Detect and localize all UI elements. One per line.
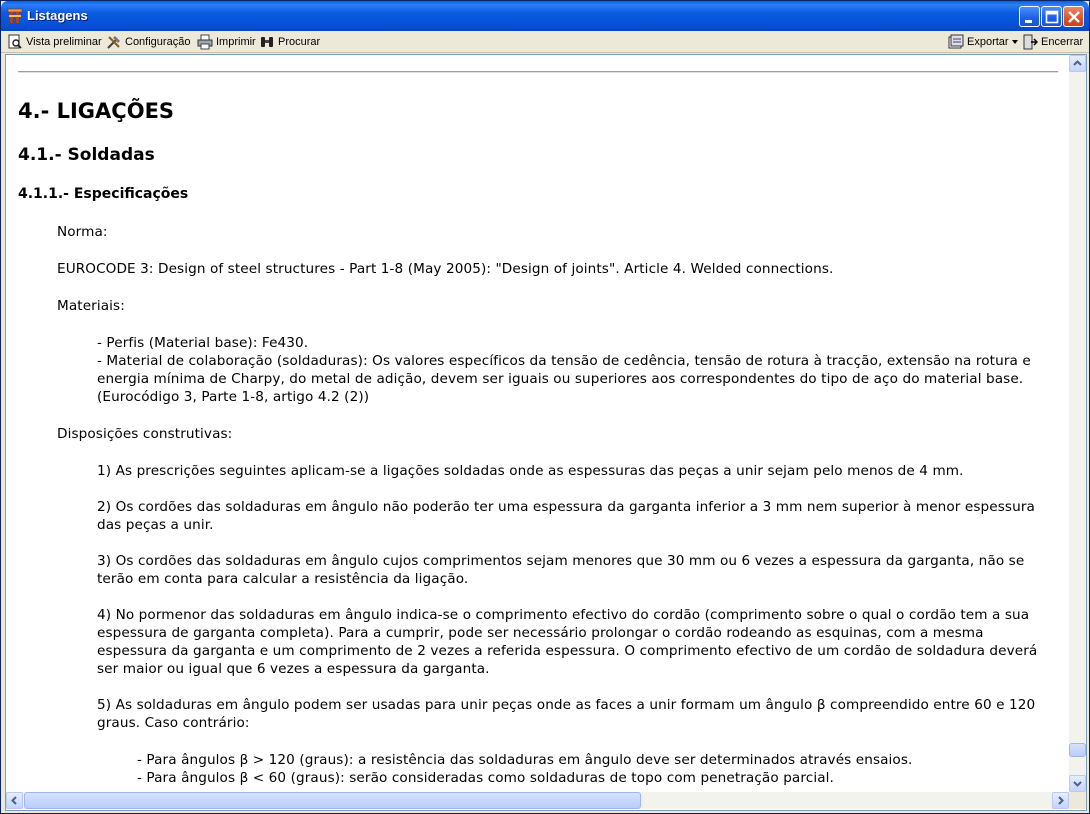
tools-icon — [106, 34, 122, 50]
window-title: Listagens — [27, 8, 88, 23]
scroll-left-button[interactable] — [6, 792, 23, 809]
material-base-item: - Perfis (Material base): Fe430. — [97, 335, 309, 351]
export-dropdown[interactable] — [948, 33, 1018, 51]
chevron-right-icon — [1053, 793, 1068, 808]
disposicao-item-4: 4) No pormenor das soldaduras em ângulo indica-se o comprimento efectivo do cordão (comprimento sobre o qual o cordão tem a sua espessura de garganta completa). Para a cumprir, pode ser necessário prolongar o cordão rodeando as esquinas, com a mesma espessura da garganta e um comprimento de 2 vezes a referida espessura. O comprimento efectivo de um cordão de soldadura deverá ser maior ou igual que 6 vezes a espessura da garganta. — [97, 607, 1038, 677]
title-bar[interactable] — [1, 1, 1089, 31]
find-button[interactable] — [259, 33, 320, 51]
minimize-button[interactable] — [1019, 6, 1040, 27]
vertical-scroll-thumb[interactable] — [1069, 743, 1086, 757]
printer-icon — [197, 34, 213, 50]
export-icon — [948, 34, 964, 50]
report-viewer — [5, 54, 1087, 811]
close-button[interactable] — [1063, 6, 1084, 27]
materiais-label: Materiais: — [57, 298, 125, 314]
disposicao-item-1: 1) As prescrições seguintes aplicam-se a ligações soldadas onde as espessuras das peças a unir sejam pelo menos de 4 mm. — [97, 463, 964, 479]
header-divider — [18, 71, 1058, 73]
export-label: Exportar — [967, 36, 1009, 48]
print-label: Imprimir — [216, 36, 256, 48]
listing-icon — [7, 8, 23, 24]
disposicao-item-5: 5) As soldaduras em ângulo podem ser usadas para unir peças onde as faces a unir formam um ângulo β compreendido entre 60 e 120 graus. Caso contrário: — [97, 697, 1036, 731]
angle-sub-item-2: - Para ângulos β < 60 (graus): serão consideradas como soldaduras de topo com penetração parcial. — [137, 770, 834, 786]
material-weld-item: - Material de colaboração (soldaduras): Os valores específicos da tensão de cedência, tensão de rotura à tracção, extensão na rotura e energia mínima de Charpy, do metal de adição, devem ser iguais ou superiores aos correspondentes do tipo de aço do material base. (Eurocódigo 3, Parte 1-8, artigo 4.2 (2)) — [97, 353, 1031, 405]
preview-button[interactable] — [7, 33, 102, 51]
subsection-heading: 4.1.- Soldadas — [18, 145, 155, 165]
scroll-down-button[interactable] — [1069, 775, 1086, 792]
scrollbar-corner — [1069, 792, 1086, 809]
find-label: Procurar — [278, 36, 321, 48]
disposicao-item-2: 2) Os cordões das soldaduras em ângulo não poderão ter uma espessura da garganta inferior a 3 mm nem superior à menor espessura das peças a unir. — [97, 499, 1035, 533]
norma-text: EUROCODE 3: Design of steel structures - Part 1-8 (May 2005): "Design of joints". Article 4. Welded connections. — [57, 261, 834, 277]
toolbar — [1, 31, 1089, 53]
preview-label: Vista preliminar — [26, 36, 102, 48]
disposicoes-label: Disposições construtivas: — [57, 426, 233, 442]
norma-label: Norma: — [57, 224, 108, 240]
scroll-right-button[interactable] — [1052, 792, 1069, 809]
config-label: Configuração — [125, 36, 191, 48]
chevron-down-icon — [1012, 40, 1018, 44]
subsubsection-heading: 4.1.1.- Especificações — [18, 186, 189, 202]
exit-label: Encerrar — [1041, 36, 1084, 48]
chevron-down-icon — [1070, 776, 1085, 791]
chevron-up-icon — [1070, 56, 1085, 71]
report-document — [6, 55, 1069, 792]
scroll-up-button[interactable] — [1069, 55, 1086, 72]
exit-button[interactable] — [1022, 33, 1083, 51]
section-heading: 4.- LIGAÇÕES — [18, 99, 175, 123]
config-button[interactable] — [106, 33, 190, 51]
exit-door-icon — [1022, 34, 1038, 50]
maximize-button[interactable] — [1041, 6, 1062, 27]
horizontal-scrollbar[interactable] — [6, 792, 1069, 809]
chevron-left-icon — [7, 793, 22, 808]
binoculars-icon — [259, 34, 275, 50]
vertical-scrollbar[interactable] — [1069, 55, 1086, 792]
disposicao-item-3: 3) Os cordões das soldaduras em ângulo cujos comprimentos sejam menores que 30 mm ou 6 vezes a espessura da garganta, não se terão em conta para calcular a resistência da ligação. — [97, 553, 1025, 587]
preview-icon — [7, 34, 23, 50]
print-button[interactable] — [197, 33, 256, 51]
angle-sub-item-1: - Para ângulos β > 120 (graus): a resistência das soldaduras em ângulo deve ser determinados através ensaios. — [137, 752, 913, 768]
horizontal-scroll-thumb[interactable] — [24, 792, 641, 809]
